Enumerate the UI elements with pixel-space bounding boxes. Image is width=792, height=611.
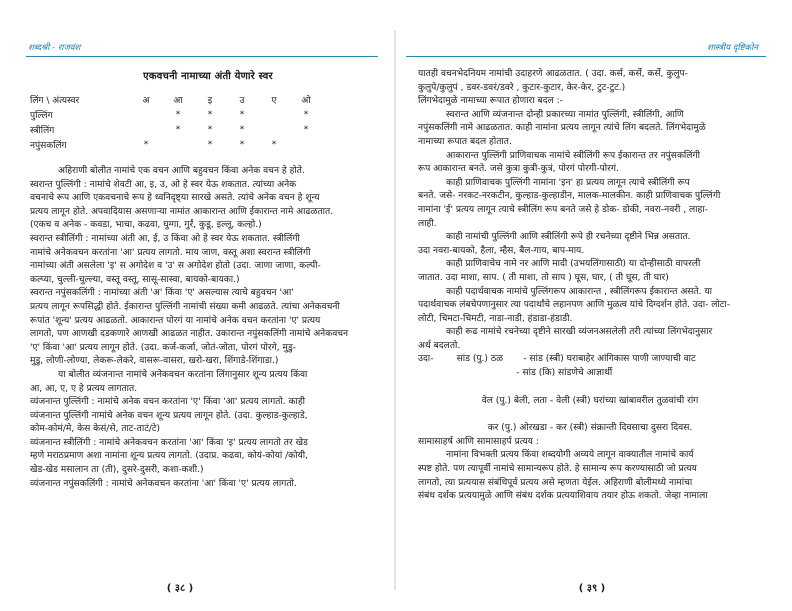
text-line: काही पदार्थवाचक नामांचे पुल्लिंगरूप आकारान्त , स्त्रीलिंगरूप ईकारान्त असते. या — [446, 286, 713, 297]
text-line: वचनाचे रूप आणि एकवचनाचे रूप हे ध्वनिदृष्ट्या सारखे असते. त्यांचे अनेक वचन हे शून्य — [30, 193, 320, 204]
text-line: नामांना 'ई' प्रत्यय लागून त्याचे स्त्रीलिंग रूप बनते जसे हे डोक- डोकी, नवरा-नवरी , लाहा- — [418, 204, 709, 215]
text-line: मुडु, लोणी-लोण्या, लेकरू-लेकरे, वासरू-वासरा, खरो-खरा, शिंगाडे-शिंगाडा.) — [30, 356, 279, 367]
text-line: अर्थ बदलतो. — [418, 340, 461, 351]
text-line: कल्प्या, चुल्ली-चुल्ल्या, वस्तू वस्तू, सासू-सास्वा, बायको-बायका.) — [30, 274, 240, 285]
left-body-text — [30, 165, 374, 491]
table-cell: * — [303, 109, 309, 120]
text-line: प्रत्यय लागून रूपसिद्धी होते. ईकारान्त पुल्लिंगी नामांची संख्या कमी आढळते. त्यांचा अनेकवचनी — [30, 301, 340, 312]
text-line: आ, आ, ए, ए हे प्रत्यय लागतात. — [30, 383, 138, 394]
table-cell: पुल्लिंग — [30, 111, 53, 121]
text-line: लागतो, पण आणखी दडकणारे आणखी आढळत नाहीत. उकारान्त नपुंसकलिंगी नामांचे अनेकवचन — [30, 329, 349, 340]
right-running-head: शास्त्रीय दृष्टिकोन — [707, 43, 758, 53]
text-line: व्यंजनान्त स्त्रीलिंगी : नामांचे अनेकवचन करतांना 'आ' किंवा 'इ' प्रत्यय लागतो तर खेड — [30, 437, 308, 448]
text-line: नामांचे अनेकवचन करतांना 'आ' प्रत्यय लागतो. माय जाण, वस्तू अशा स्वरान्त स्त्रीलिंगी — [30, 247, 311, 258]
table-header-cell: ए — [271, 96, 277, 106]
text-line: नामांना विभक्ती प्रत्यय किंवा शब्दयोगी अव्यये लागून वाक्यातील नामांचे कार्य — [446, 450, 694, 461]
table-header-cell: इ — [207, 96, 213, 106]
text-line: काही प्राणिवाचेच नामे नर आणि मादी (उभयलिंगासाठी) या दोन्हीसाठी वापरली — [446, 259, 701, 270]
text-line: काही प्राणिवाचक पुल्लिंगी नामांना 'इन' हा प्रत्यय लागून त्याचे स्त्रीलिंगी रूप — [446, 177, 690, 188]
text-line: नामाच्या रूपात बदल होतात. — [418, 136, 512, 147]
table-cell: * — [207, 109, 213, 120]
text-line: खेड-खेड मसालान ता (ती), दुसरे-दुसरी, कशा-कशी.) — [30, 465, 204, 476]
table-row — [30, 107, 322, 122]
text-line: (एकच व अनेक - कवडा, भाचा, कढवा, घुग्गा, गुर्रं, कुडू, इल्लू, कल्हो.) — [30, 220, 262, 231]
text-line: व्यंजनान्त पुल्लिंगी नामांचे अनेक वचन शून्य प्रत्यय लागून होते. (उदा. कुल्हाड-कुल्हाडे, — [30, 410, 308, 421]
table-row — [30, 137, 322, 152]
table-cell — [130, 122, 162, 137]
table-cell — [258, 107, 290, 122]
table-header-cell: अ — [142, 96, 150, 106]
left-header-rule — [26, 56, 378, 57]
page-number: ( ३८ ) — [166, 583, 194, 594]
gender-vowel-table — [30, 92, 322, 152]
text-line: लागतो, त्या प्रत्ययास संबंधिपूर्व प्रत्यय असे म्हणता येईल. अहिराणी बोलीमध्ये नामांचा — [418, 477, 693, 488]
text-line: स्वरान्त आणि व्यंजनान्त दोन्ही प्रकारच्या नामांत पुल्लिंगी, स्त्रीलिंगी, आणि — [446, 109, 684, 120]
table-header-cell: उ — [239, 96, 245, 106]
text-line: कोम-कोमं/मे, केस केसं/से, ताट-ताटं/टे) — [30, 424, 160, 435]
text-line: स्वरान्त स्त्रीलिंगी : नामांच्या अंती आ, ई, उ किंवा ओ हे स्वर येऊ शकतात. स्त्रीलिंगी — [30, 233, 300, 244]
subheading: लिंगभेदामुळे नामाच्या रूपात होणारा बदल :- — [418, 96, 563, 107]
text-line: लाही. — [418, 218, 437, 229]
subheading: सामासाहर्ष आणि सामासाहर्प प्रत्यय : — [418, 436, 539, 447]
table-cell: स्त्रीलिंग — [30, 126, 55, 136]
text-line: अहिराणी बोलीत नामांचे एक वचन आणि बहुवचन किंवा अनेक वचन हे होते. — [58, 166, 305, 176]
example-line: वेल (पु.) बेली, लता - वेली (स्त्री) घरांच्या खांबावरील तुळवांची रांग — [481, 395, 699, 406]
table-cell: * — [207, 124, 213, 135]
section-title: एकवचनी नामाच्या अंती येणारे स्वर — [143, 71, 273, 82]
text-line: जातात. उदा माशा, साप. ( ती माशा, तो साप ) घूस, घार, ( ती घूस, ती घार) — [418, 272, 669, 283]
text-line: स्वरान्त पुल्लिंगी : नामांचे शेवटी आ, इ, उ, ओ हे स्वर येऊ शकतात. त्यांच्या अनेक — [30, 179, 297, 190]
text-line: या बोलीत व्यंजनान्त नामांचे अनेकवचन करतांना लिंगानुसार शून्य प्रत्यय किंवा — [58, 369, 308, 380]
table-cell: नपुंसकलिंग — [30, 141, 67, 151]
table-header-cell: ओ — [301, 96, 311, 106]
text-line: काही रूढ नामांचे रचनेच्या दृष्टीने सारखी व्यंजनअसलेली तरी त्यांच्या लिंगभेदानुसार — [446, 327, 713, 338]
spacer — [418, 381, 762, 395]
text-line: कुलुपे/कुलुपं , डवर-डवरं/डवरे , कुटार-कुटार, केर-केर, टुट-टुट.) — [418, 82, 626, 93]
table-header-cell: लिंग \ अंत्यस्वर — [30, 96, 80, 106]
text-line: नपुंसकलिंगी नामे आढळतात. काही नामांना प्रत्यय लागून त्यांचे लिंग बदलते. लिंगभेदामुळे — [418, 123, 706, 134]
text-line: स्पष्ट होते. पण त्यापूर्वी नामांचे सामान्यरूप होते. हे सामान्य रूप करण्यासाठी जो प्रत्यय — [418, 464, 697, 475]
text-line: रूप आकारान्त बनते. जसे कुत्रा कुत्री-कुत्रं, पोरगं पोरगी-पोरगं. — [418, 164, 619, 175]
table-cell: * — [271, 139, 277, 150]
table-header-cell: आ — [173, 96, 183, 106]
table-header-row — [30, 92, 322, 107]
text-line: लोटी, चिमटा-चिमटी, नाडा-नाडी, हंडाडा-हंडाडी. — [418, 313, 573, 324]
text-line: संबंध दर्शक प्रत्ययामुळे आणि संबंध दर्शक प्रत्ययाशिवाय तयार होऊ शकतो. जेव्हा नामाला — [418, 491, 708, 502]
left-running-head: शब्दश्री - राजवंश — [28, 43, 81, 53]
example-line: उदा- सांड (पु.) ठळ - सांड (स्त्री) घराबाहेर आंगिकास पाणी जाण्याची वाट — [418, 354, 696, 365]
text-line: म्हणे मराठप्रमाण अशा नामांना शून्य प्रत्यय लागतो. (उदाप्र. कढवा, कोयं-कोयां /कोयी, — [30, 451, 309, 462]
table-cell: * — [207, 139, 213, 150]
text-line: पदार्थवाचक लंबचेपणानुसार त्या पदार्थांचे लहानपण आणि मुळत्व यांचे दिग्दर्शन होते. उदा- लोटा- — [418, 300, 731, 311]
text-line: नामांच्या अंती असलेला 'इ' स अगोदेश व 'उ' स अगोदेश होतो (उदा. जाणा जाणा, कल्पी- — [30, 261, 321, 272]
text-line: व्यंजनान्त नपुंसकलिंगी : नामांचे अनेकवचन करतांना 'आ' किंवा 'ए' प्रत्यय लागतो. — [30, 478, 297, 489]
table-cell: * — [143, 139, 149, 150]
text-line: उदा नवरा-बायको, हैला, म्हैस, बैल-गाय, बाप-माय. — [418, 245, 585, 256]
example-line: - सांड (कि) सांडणेचे आज्ञार्थी — [418, 368, 613, 379]
table-cell — [258, 122, 290, 137]
table-cell: * — [175, 124, 181, 135]
table-cell: * — [175, 109, 181, 120]
text-line: व्यंजनान्त पुल्लिंगी : नामांचे अनेक वचन करतांना 'ए' किंवा 'आ' प्रत्यय लागतो. काही — [30, 397, 306, 408]
text-line: बनते. जसे- नरकट-नरकटीन, कुल्हाड-कुल्हाडीन, मालक-मालकीन. काही प्राणिवाचक पुल्लिंगी — [418, 191, 721, 202]
text-line: स्वरान्त नपुंसकलिंगी : नामांच्या अंती 'अ' किंवा 'ए' असल्यास त्याचे बहुवचन 'आ' — [30, 288, 294, 299]
table-row — [30, 122, 322, 137]
page-number: ( ३९ ) — [578, 583, 606, 594]
right-page — [396, 0, 792, 611]
example-line: कर (पु.) ओरखडा - कर (स्त्री) संक्रान्ती दिवसाचा दुसरा दिवस. — [487, 423, 693, 434]
table-cell — [130, 107, 162, 122]
spacer — [418, 408, 762, 422]
table-cell — [290, 137, 322, 152]
table-cell: * — [239, 109, 245, 120]
right-body-text — [418, 68, 762, 504]
table-cell: * — [303, 124, 309, 135]
text-line: आकारान्त पुल्लिंगी प्राणिवाचक नामांचे स्त्रीलिंगी रूप ईकारान्त तर नपुंसकलिंगी — [446, 150, 700, 161]
text-line: 'ए' किंवा 'आ' प्रत्यय लागून होते. (उदा. कर्ज-कर्जा, जोतं-जोता, पोरगं पोरगे, मुडु- — [30, 342, 297, 353]
text-line: काही नामांची पुल्लिंगी आणि स्त्रीलिंगी रूपे ही रचनेच्या दृष्टीने भिन्न असतात. — [446, 232, 691, 243]
text-line: रूपांत 'शून्य' प्रत्यय आढळतो. आकारान्त पोरगं या नामांचे अनेक वचन करतांना 'ए' प्रत्यय — [30, 315, 321, 326]
text-line: यातही वचनभेदनियम नामांची उदाहरणे आढळतात. ( उदा. कर्स, कर्से, कर्से, कुलुप- — [418, 69, 688, 79]
table-cell — [162, 137, 194, 152]
table-cell: * — [239, 139, 245, 150]
right-header-rule — [406, 56, 766, 57]
text-line: प्रत्यय लागून होते. अपवादियास असणाऱ्या नामांत आकारान्त आणि ईकारान्त नामे आढळतात. — [30, 206, 334, 217]
table-cell: * — [239, 124, 245, 135]
